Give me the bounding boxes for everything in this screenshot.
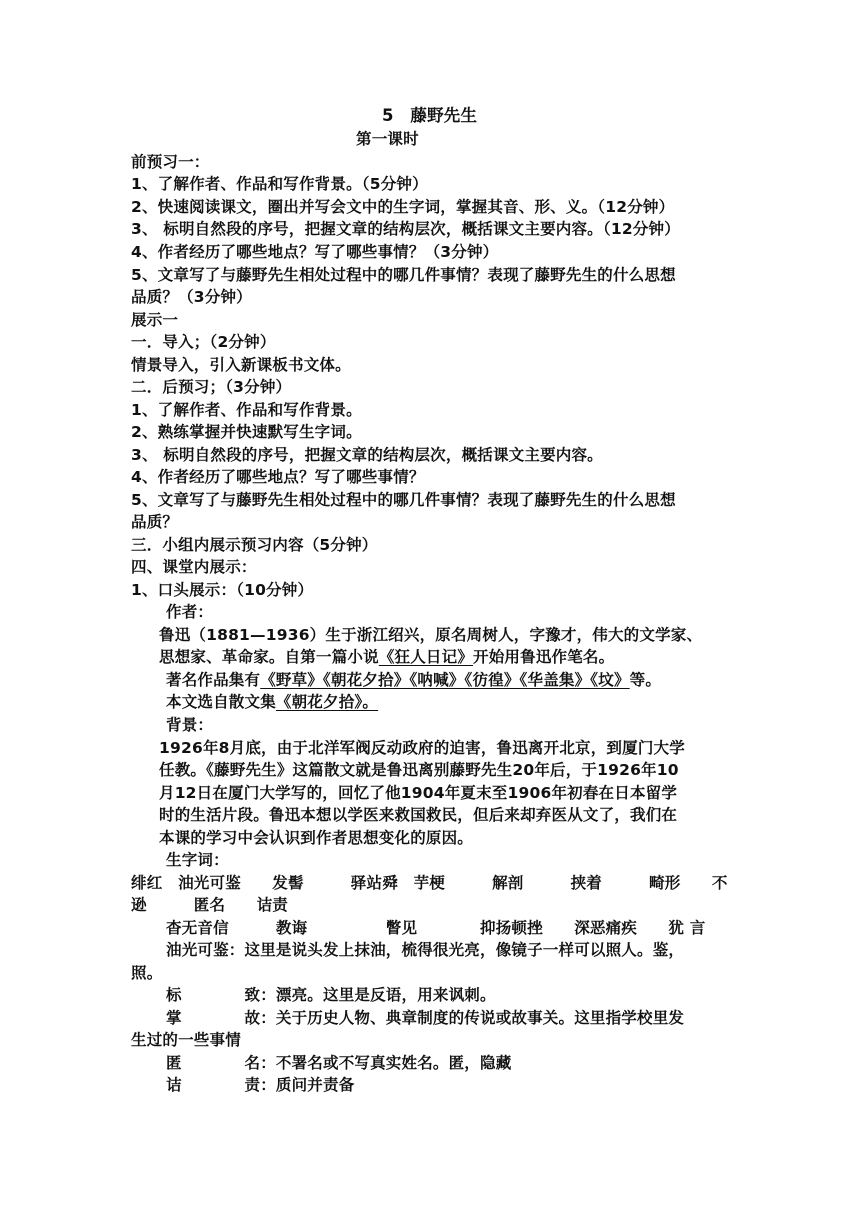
text-line: 1926年8月底，由于北洋军阀反动政府的迫害，鲁迅离开北京，到厦门大学 [159, 739, 685, 757]
text-line: 5、文章写了与藤野先生相处过程中的哪几件事情？表现了藤野先生的什么思想 [131, 491, 676, 509]
text-line: 四、课堂内展示： [131, 558, 257, 576]
text-line: 本课的学习中会认识到作者思想变化的原因。 [159, 829, 474, 847]
text-line: 品质？ [131, 513, 179, 531]
lesson-title: 5 藤野先生 [382, 106, 478, 125]
text-line: 4、作者经历了哪些地点？写了哪些事情？ [131, 468, 425, 486]
text-line: 一．导入；（2分钟） [131, 333, 276, 351]
text-line: 绯红 油光可鉴 发髻 驿站舜 芋梗 解剖 挟着 畸形 不 [131, 874, 728, 892]
text-line: 标 致：漂亮。这里是反语，用来讽刺。 [166, 986, 496, 1004]
text-line: 2、熟练掌握并快速默写生字词。 [131, 423, 362, 441]
text-line [166, 669, 661, 691]
text-line: 三．小组内展示预习内容（5分钟） [131, 536, 378, 554]
text-line: 3、 标明自然段的序号，把握文章的结构层次，概括课文主要内容。 [131, 446, 603, 464]
text-line: 照。 [131, 964, 163, 982]
text-line: 匿 名：不署名或不写真实姓名。匿，隐藏 [166, 1054, 512, 1072]
text-line: 背景： [166, 716, 214, 734]
text-line: 展示一 [131, 311, 179, 329]
text-segment: 本文选自散文集 [166, 693, 276, 711]
text-line: 杳无音信 教诲 瞥见 抑扬顿挫 深恶痛疾 犹 言 [166, 919, 706, 937]
text-line: 品质？（3分钟） [131, 288, 252, 306]
text-line [166, 691, 378, 713]
text-line: 油光可鉴：这里是说头发上抹油，梳得很光亮，像镜子一样可以照人。鉴， [166, 941, 685, 959]
text-line: 2、快速阅读课文，圈出并写会文中的生字词，掌握其音、形、义。（12分钟） [131, 198, 675, 216]
text-line: 时的生活片段。鲁迅本想以学医来救国救民，但后来却弃医从文了，我们在 [159, 806, 678, 824]
text-line: 3、 标明自然段的序号，把握文章的结构层次，概括课文主要内容。（12分钟） [131, 220, 680, 238]
text-line: 任教。《藤野先生》这篇散文就是鲁迅离别藤野先生20年后，于1926年10 [159, 761, 679, 779]
text-line: 1、了解作者、作品和写作背景。（5分钟） [131, 175, 428, 193]
text-segment: 思想家、革命家。自第一篇小说 [159, 648, 379, 666]
text-line: 二．后预习；（3分钟） [131, 378, 292, 396]
text-line: 前预习一： [131, 153, 210, 171]
text-line: 情景导入，引入新课板书文体。 [131, 356, 351, 374]
text-line: 1、了解作者、作品和写作背景。 [131, 401, 362, 419]
underlined-title: 《朝花夕拾》。 [275, 693, 379, 711]
underlined-title: 《野草》《朝花夕拾》《呐喊》《彷徨》《华盖集》《坟》 [260, 671, 630, 689]
text-line [159, 646, 614, 668]
text-line: 逊 匿名 诘责 [131, 896, 289, 914]
text-line: 作者： [166, 603, 214, 621]
text-segment: 开始用鲁迅作笔名。 [473, 648, 615, 666]
lesson-subtitle: 第一课时 [356, 130, 419, 148]
text-line: 4、作者经历了哪些地点？写了哪些事情？（3分钟） [131, 243, 499, 261]
text-line: 生过的一些事情 [131, 1031, 241, 1049]
text-line: 5、文章写了与藤野先生相处过程中的哪几件事情？表现了藤野先生的什么思想 [131, 266, 676, 284]
text-line: 诘 责：质问并责备 [166, 1076, 355, 1094]
text-line: 1、口头展示：（10分钟） [131, 581, 314, 599]
text-segment: 等。 [629, 671, 662, 689]
text-segment: 著名作品集有 [166, 671, 261, 689]
text-line: 生字词： [166, 851, 229, 869]
text-line: 鲁迅（1881—1936）生于浙江绍兴，原名周树人，字豫才，伟大的文学家、 [159, 626, 703, 644]
underlined-title: 《狂人日记》 [378, 648, 474, 666]
text-line: 掌 故：关于历史人物、典章制度的传说或故事关。这里指学校里发 [166, 1009, 685, 1027]
text-line: 月12日在厦门大学写的，回忆了他1904年夏末至1906年初春在日本留学 [159, 784, 678, 802]
